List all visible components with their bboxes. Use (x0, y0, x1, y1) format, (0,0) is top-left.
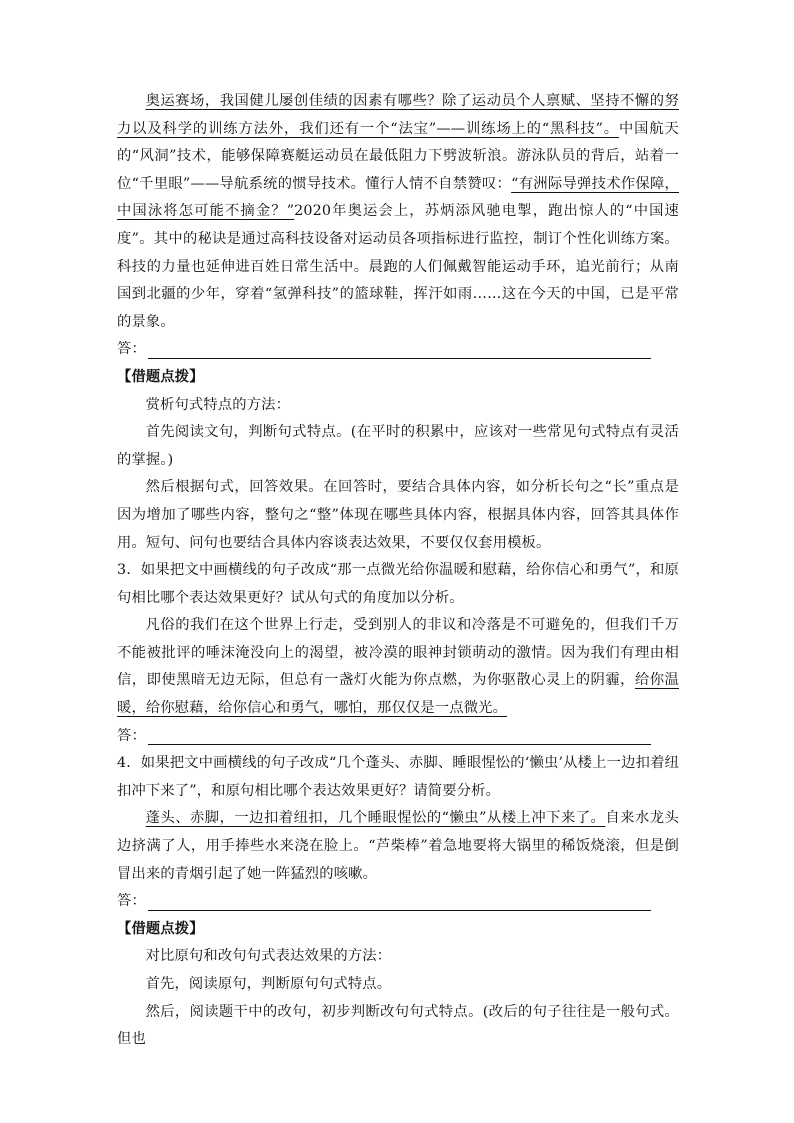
answer-line-2[interactable] (117, 723, 679, 751)
answer-blank[interactable] (148, 890, 651, 911)
question-3: 3．如果把文中画横线的句子改成“那一点微光给你温暖和慰藉，给你信心和勇气”，和原句相比哪个表达效果更好？试从句式的角度加以分析。 (117, 562, 679, 606)
tip-heading-1: 【借题点拨】 (117, 368, 204, 385)
answer-label: 答： (117, 727, 146, 744)
answer-line-3[interactable] (117, 888, 679, 916)
passage-paragraph-q3: 凡俗的我们在这个世界上行走，受到别人的非议和冷落是不可避免的，但我们千万不能被批评的唾沫淹没向上的渴望，被冷漠的眼神封锁萌动的激情。因为我们有理由相信，即使黑暗无边无际，但总有一盏灯火能为你点燃，为你驱散心灵上的阴霾，给你温暖，给你慰藉，给你信心和勇气，哪怕，那仅仅是一点微光。 (117, 617, 679, 717)
tip-line: 首先，阅读原句，判断原句句式特点。 (145, 976, 392, 992)
underlined-sentence: 奥运赛场，我国健儿屡创佳绩的因素有哪些？除了运动员个人禀赋、坚持不懈的努力以及科学的训练方法外，我们还有一个“法宝”——训练场上的“黑科技”。 (117, 93, 679, 137)
tip-line: 首先阅读文句，判断句式特点。(在平时的积累中，应该对一些常见句式特点有灵活的掌握。) (117, 424, 679, 468)
answer-line-1[interactable] (117, 336, 679, 364)
underlined-sentence: “有洲际导弹技术作保障，中国泳将怎可能不摘金？” (117, 175, 679, 220)
underlined-sentence: 蓬头、赤脚，一边扣着纽扣，几个睡眼惺忪的“懒虫”从楼上冲下来了。 (145, 810, 606, 827)
tip-line: 对比原句和改句句式表达效果的方法： (145, 948, 392, 965)
tip-line: 然后根据句式，回答效果。在回答时，要结合具体内容，如分析长句之“长”重点是因为增加了哪些内容，整句之“整”体现在哪些具体内容，根据具体内容，回答其具体作用。短句、问句也要结合具体内容谈表达效果，不要仅仅套用模板。 (117, 479, 679, 551)
answer-label: 答： (117, 893, 146, 910)
passage-paragraph-q4: 蓬头、赤脚，一边扣着纽扣，几个睡眼惺忪的“懒虫”从楼上冲下来了。自来水龙头边挤满了人，用手捧些水来浇在脸上。“芦柴棒”着急地要将大锅里的稀饭烧滚，但是倒冒出来的青烟引起了她一阵猛烈的咳嗽。 (117, 810, 680, 882)
page-content (117, 88, 679, 1054)
tip-line: 赏析句式特点的方法： (145, 396, 291, 413)
tip-line: 然后，阅读题干中的改句，初步判断改句句式特点。(改后的句子往往是一般句式。但也 (117, 1003, 679, 1048)
answer-blank[interactable] (148, 338, 651, 359)
question-4: 4．如果把文中画横线的句子改成“几个蓬头、赤脚、睡眼惺忪的‘懒虫’从楼上一边扣着纽扣冲下来了”，和原句相比哪个表达效果更好？请简要分析。 (117, 755, 679, 799)
underlined-sentence: 给你温暖，给你慰藉，给你信心和勇气，哪怕，那仅仅是一点微光。 (117, 672, 679, 717)
passage-paragraph-1: 奥运赛场，我国健儿屡创佳绩的因素有哪些？除了运动员个人禀赋、坚持不懈的努力以及科学的训练方法外，我们还有一个“法宝”——训练场上的“黑科技”。中国航天的“风洞”技术，能够保障赛艇运动员在最低阻力下劈波斩浪。游泳队员的背后，站着一位“千里眼”——导航系统的惯导技术。懂行人情不自禁赞叹：“有洲际导弹技术作保障，中国泳将怎可能不摘金？”2020年奥运会上，苏炳添风驰电掣，跑出惊人的“中国速度”。其中的秘诀是通过高科技设备对运动员各项指标进行监控，制订个性化训练方案。科技的力量也延伸进百姓日常生活中。晨跑的人们佩戴智能运动手环，追光前行；从南国到北疆的少年，穿着“氢弹科技”的篮球鞋，挥汗如雨……这在今天的中国，已是平常的景象。 (117, 93, 680, 330)
answer-blank[interactable] (148, 724, 651, 745)
answer-label: 答： (117, 341, 146, 358)
tip-heading-2: 【借题点拨】 (117, 920, 204, 937)
